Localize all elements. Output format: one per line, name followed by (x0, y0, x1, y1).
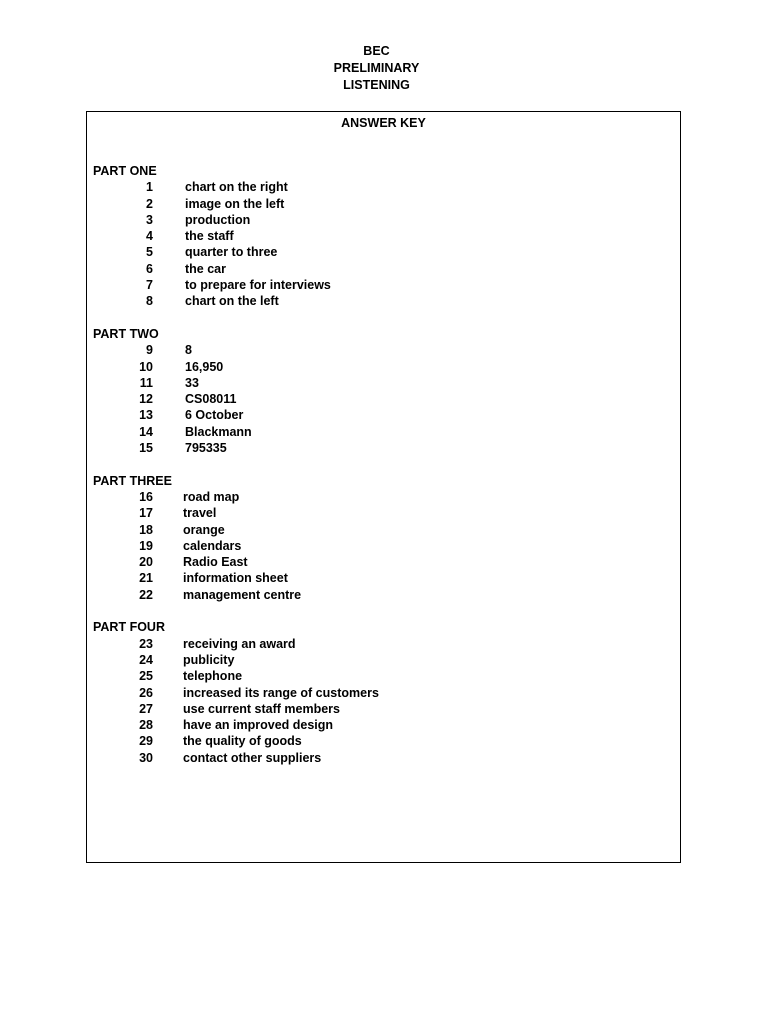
question-number: 18 (139, 522, 153, 537)
answer-row (93, 636, 680, 652)
answer-key-parts (93, 163, 680, 782)
question-number: 22 (139, 587, 153, 602)
answer-row (93, 717, 680, 733)
answer-row (93, 179, 680, 195)
answer-row (93, 538, 680, 554)
heading-paper: LISTENING (343, 78, 410, 92)
answer-text: publicity (183, 652, 235, 667)
question-number: 25 (139, 669, 153, 684)
answer-row (93, 244, 680, 260)
answer-text: the quality of goods (183, 734, 302, 749)
question-number: 11 (139, 375, 153, 390)
answer-row (93, 375, 680, 391)
question-number: 17 (139, 506, 153, 521)
answer-text: orange (183, 522, 225, 537)
answer-text: the staff (185, 229, 234, 244)
question-number: 1 (146, 180, 153, 195)
answer-row (93, 668, 680, 684)
answer-row (93, 652, 680, 668)
answer-key-title: ANSWER KEY (341, 116, 426, 130)
answer-row (93, 750, 680, 766)
answer-text: 16,950 (185, 359, 224, 374)
question-number: 23 (139, 636, 153, 651)
part-two (93, 326, 680, 456)
answer-row (93, 522, 680, 538)
answer-row (93, 701, 680, 717)
answer-key-box (86, 111, 681, 863)
part-title: PART TWO (93, 326, 159, 341)
answer-text: management centre (183, 587, 302, 602)
answer-text: travel (183, 506, 217, 521)
question-number: 4 (146, 229, 153, 244)
answer-text: CS08011 (185, 392, 237, 407)
answer-text: production (185, 212, 251, 227)
answer-row (93, 685, 680, 701)
answer-text: quarter to three (185, 245, 278, 260)
question-number: 29 (139, 734, 153, 749)
answer-text: chart on the right (185, 180, 288, 195)
question-number: 27 (139, 701, 153, 716)
question-number: 20 (139, 555, 153, 570)
question-number: 30 (139, 750, 153, 765)
question-number: 5 (146, 245, 153, 260)
part-three (93, 473, 680, 603)
answer-text: the car (185, 261, 226, 276)
answer-text: road map (183, 489, 240, 504)
part-title: PART THREE (93, 473, 172, 488)
answer-row (93, 554, 680, 570)
answer-text: have an improved design (183, 718, 334, 733)
question-number: 24 (139, 652, 153, 667)
answer-text: contact other suppliers (183, 750, 322, 765)
document-heading (0, 43, 753, 94)
answer-text: calendars (183, 538, 242, 553)
answer-row (93, 196, 680, 212)
part-title: PART ONE (93, 164, 157, 178)
answer-row (93, 489, 680, 505)
question-number: 7 (146, 278, 153, 293)
answer-text: 795335 (185, 441, 227, 456)
answer-row (93, 261, 680, 277)
answer-row (93, 212, 680, 228)
question-number: 10 (139, 359, 153, 374)
question-number: 16 (139, 489, 153, 504)
answer-row (93, 228, 680, 244)
answer-row (93, 277, 680, 293)
answer-text: Radio East (183, 555, 248, 570)
heading-level: PRELIMINARY (333, 61, 420, 75)
answer-row (93, 407, 680, 423)
answer-row (93, 505, 680, 521)
answer-text: 6 October (185, 408, 244, 423)
part-one (93, 163, 680, 310)
answer-text: to prepare for interviews (185, 278, 331, 293)
question-number: 14 (139, 424, 153, 439)
part-title: PART FOUR (93, 620, 165, 635)
answer-row (93, 359, 680, 375)
answer-text: image on the left (185, 196, 285, 211)
heading-exam-name: BEC (363, 44, 390, 58)
answer-row (93, 733, 680, 749)
answer-row (93, 570, 680, 586)
question-number: 3 (146, 212, 153, 227)
answer-row (93, 440, 680, 456)
answer-row (93, 587, 680, 603)
answer-text: 33 (185, 375, 199, 390)
answer-text: increased its range of customers (183, 685, 379, 700)
answer-row (93, 424, 680, 440)
answer-text: telephone (183, 669, 243, 684)
question-number: 26 (139, 685, 153, 700)
answer-text: use current staff members (183, 701, 341, 716)
question-number: 2 (146, 196, 153, 211)
question-number: 21 (139, 571, 153, 586)
answer-text: receiving an award (183, 636, 296, 651)
answer-text: 8 (185, 343, 192, 358)
answer-text: chart on the left (185, 294, 279, 309)
question-number: 6 (146, 261, 153, 276)
question-number: 8 (146, 294, 153, 309)
answer-row (93, 342, 680, 358)
answer-text: Blackmann (185, 424, 252, 439)
question-number: 19 (139, 538, 153, 553)
question-number: 13 (139, 408, 153, 423)
answer-text: information sheet (183, 571, 288, 586)
question-number: 28 (139, 718, 153, 733)
question-number: 9 (146, 343, 153, 358)
question-number: 15 (139, 441, 153, 456)
part-four (93, 619, 680, 766)
answer-row (93, 293, 680, 309)
question-number: 12 (139, 392, 153, 407)
answer-row (93, 391, 680, 407)
